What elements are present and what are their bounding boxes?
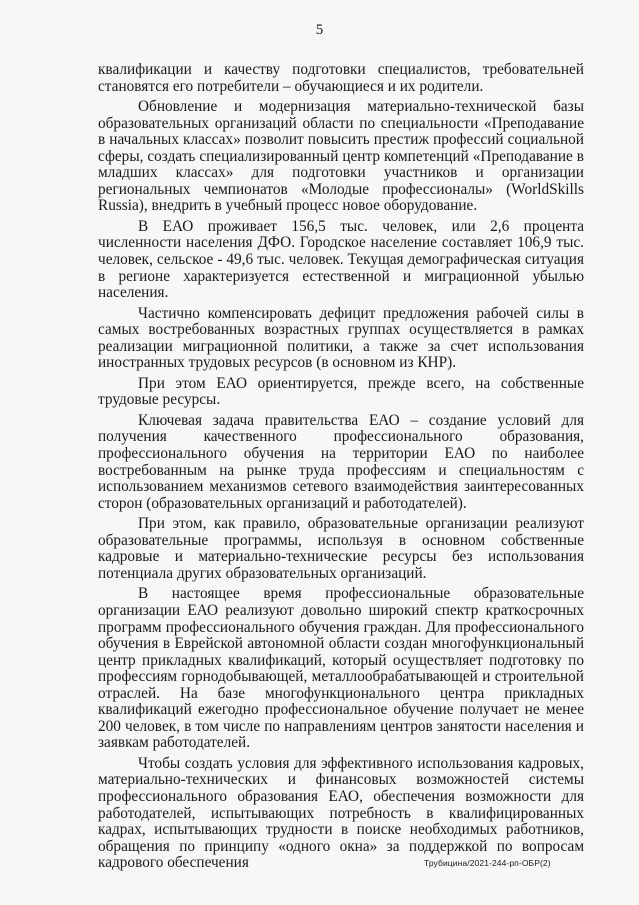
paragraph-1: квалификации и качеству подготовки специалистов, требовательней становятся его потребители – обучающиеся и их родители.	[98, 61, 584, 95]
paragraph-4: Частично компенсировать дефицит предложения рабочей силы в самых востребованных возрастных группах осуществляется в рамках реализации миграционной политики, а также за счет использования иностранных трудовых ресурсов (в основном из КНР).	[98, 304, 584, 372]
paragraph-9: Чтобы создать условия для эффективного использования кадровых, материально-технических и финансовых возможностей системы профессионального образования ЕАО, обеспечения возможности для работодателей, испытывающих потребность в квалифицированных кадрах, испытывающих трудности в поиске необходимых работников, обращения по принципу «одного окна» за поддержкой по вопросам кадрового обеспечения	[98, 754, 584, 872]
paragraph-2: Обновление и модернизация материально-технической базы образовательных организаций области по специальности «Преподавание в начальных классах» позволит повысить престиж профессий социальной сферы, создать специализированный центр компетенций «Преподавание в младших классах» для подготовки участников и организации региональных чемпионатов «Молодые профессионалы» (WorldSkills Russia), внедрить в учебный процесс новое оборудование.	[98, 98, 584, 215]
footer-document-code: Трубицина/2021-244-рп-ОБР(2)	[424, 858, 551, 868]
document-body	[98, 62, 584, 876]
paragraph-6: Ключевая задача правительства ЕАО – создание условий для получения качественного профессионального образования, профессионального обучения на территории ЕАО по наиболее востребованным на рынке труда профессиям и специальностям с использованием механизмов сетевого взаимодействия заинтересованных сторон (образовательных организаций и работодателей).	[98, 411, 584, 512]
paragraph-3: В ЕАО проживает 156,5 тыс. человек, или 2,6 процента численности населения ДФО. Городское население составляет 106,9 тыс. человек, сельское - 49,6 тыс. человек. Текущая демографическая ситуация в регионе характеризуется естественной и миграционной убылью населения.	[98, 217, 584, 302]
paragraph-5: При этом ЕАО ориентируется, прежде всего, на собственные трудовые ресурсы.	[98, 374, 584, 409]
page-number: 5	[315, 22, 324, 38]
paragraph-7: При этом, как правило, образовательные организации реализуют образовательные программы, используя в основном собственные кадровые и материально-технические ресурсы без использования потенциала других образовательных организаций.	[98, 515, 584, 582]
paragraph-8: В настоящее время профессиональные образовательные организации ЕАО реализуют довольно широкий спектр краткосрочных программ профессионального обучения граждан. Для профессионального обучения в Еврейской автономной области создан многофункциональный центр прикладных квалификаций, который осуществляет подготовку по профессиям горнодобывающей, металлообрабатывающей и строительной отраслей. На базе многофункционального центра прикладных квалификаций ежегодно профессиональное обучение получает не менее 200 человек, в том числе по направлениям центров занятости населения и заявкам работодателей.	[98, 585, 584, 752]
